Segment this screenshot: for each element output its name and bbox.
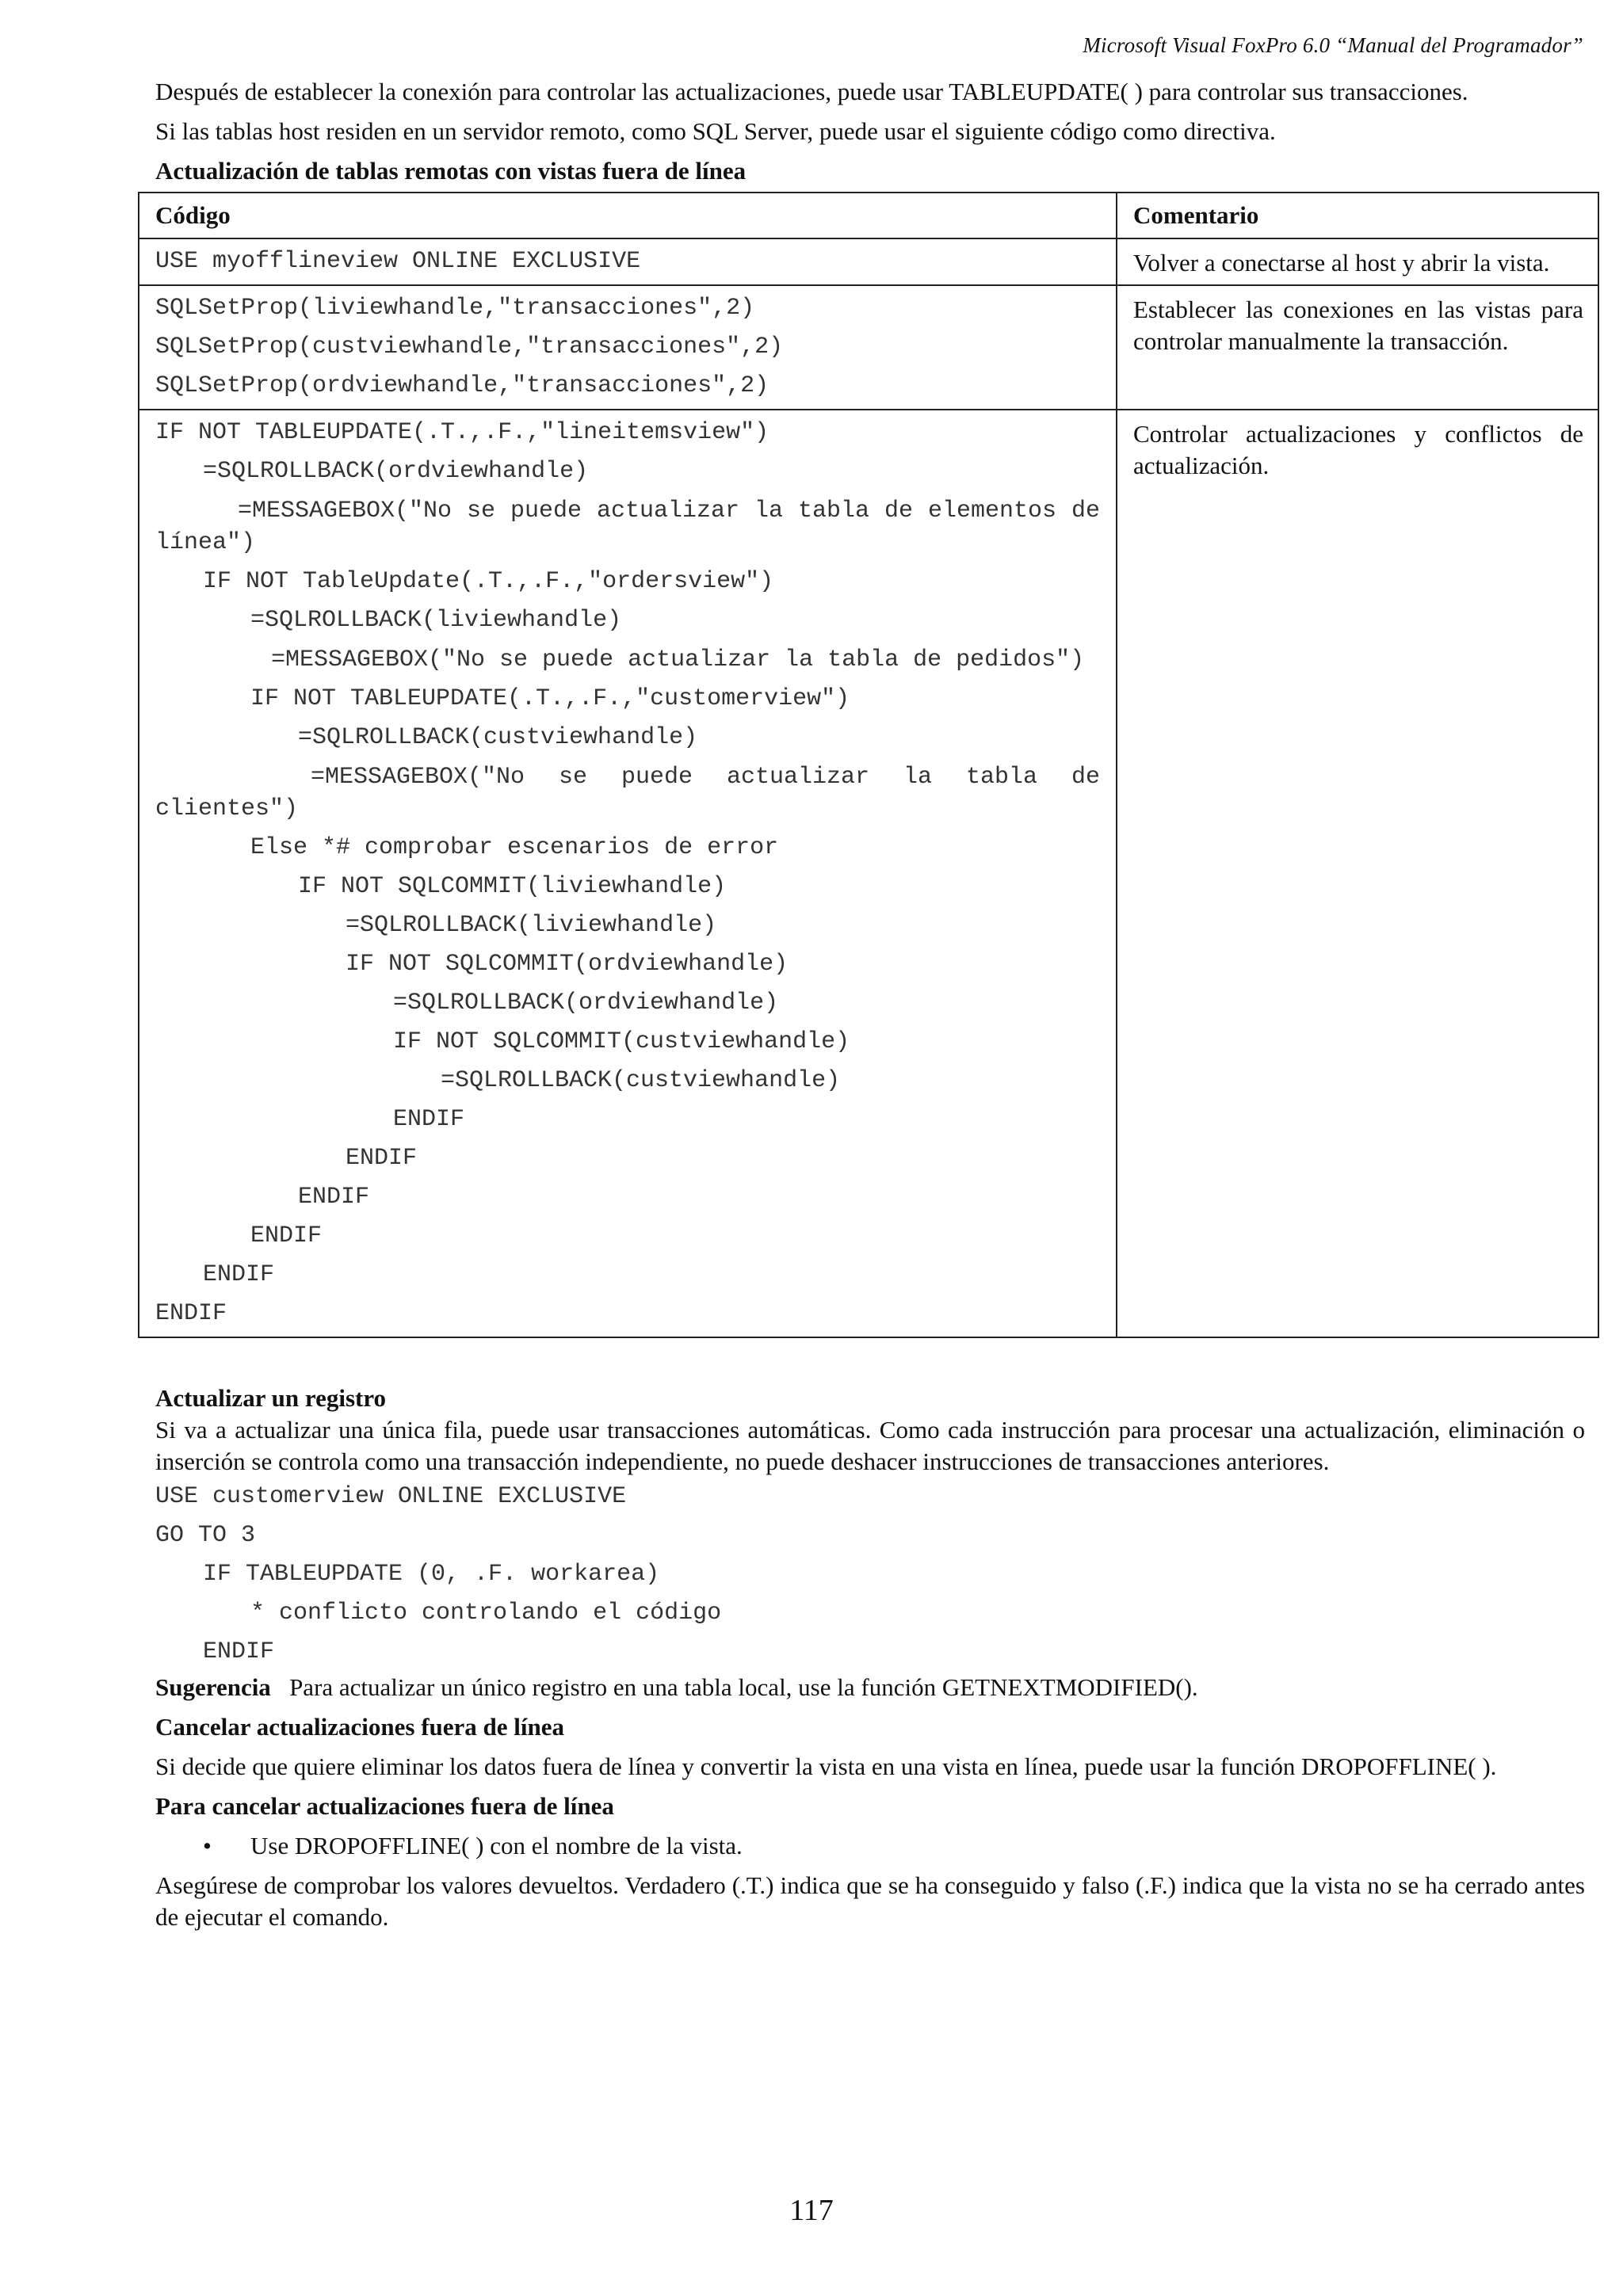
page-number: 117 [789, 2194, 834, 2227]
code-line: SQLSetProp(ordviewhandle,"transacciones",2) [155, 372, 769, 399]
code-cell [139, 285, 1117, 410]
code-line: =MESSAGEBOX("No se puede actualizar la tabla de elementos de línea") [155, 498, 1100, 556]
table-row [139, 285, 1598, 410]
comment-cell: Establecer las conexiones en las vistas para controlar manualmente la transacción. [1117, 285, 1598, 410]
column-header-comment: Comentario [1117, 193, 1598, 238]
code-line: =SQLROLLBACK(liviewhandle) [346, 912, 717, 939]
code-line: IF NOT TABLEUPDATE(.T.,.F.,"lineitemsview") [155, 419, 769, 446]
code-line: ENDIF [155, 1300, 227, 1327]
bullet-icon: • [203, 1832, 212, 1859]
list-item [203, 1830, 1585, 1862]
list-item-text: Use DROPOFFLINE( ) con el nombre de la vista. [250, 1832, 743, 1859]
code-line: ENDIF [250, 1222, 323, 1249]
section-heading-cancel-updates: Cancelar actualizaciones fuera de línea [155, 1713, 565, 1741]
code-line: SQLSetProp(liviewhandle,"transacciones",2) [155, 295, 755, 322]
code-cell [139, 238, 1117, 285]
section-heading-procedure: Para cancelar actualizaciones fuera de línea [155, 1792, 614, 1820]
section-paragraph: Si va a actualizar una única fila, puede usar transacciones automáticas. Como cada instrucción para procesar una actualización, eliminación o inserción se controla como una transacción independiente, no puede deshacer instrucciones de transacciones anteriores. [155, 1416, 1585, 1475]
comment-cell: Controlar actualizaciones y conflictos de actualización. [1117, 410, 1598, 1337]
code-line: =SQLROLLBACK(custviewhandle) [441, 1067, 841, 1094]
tip-text: Para actualizar un único registro en una tabla local, use la función GETNEXTMODIFIED(). [289, 1673, 1198, 1701]
code-line: ENDIF [203, 1638, 275, 1665]
table-row [139, 238, 1598, 285]
code-line: =SQLROLLBACK(ordviewhandle) [203, 458, 589, 485]
code-line: =MESSAGEBOX("No se puede actualizar la tabla de pedidos") [271, 646, 1085, 673]
code-line: USE customerview ONLINE EXCLUSIVE [155, 1483, 627, 1510]
code-comment-table [138, 192, 1599, 1338]
code-line: SQLSetProp(custviewhandle,"transacciones",2) [155, 334, 784, 360]
table-row [139, 410, 1598, 1337]
code-line: IF NOT TableUpdate(.T.,.F.,"ordersview") [203, 568, 774, 595]
code-line: IF NOT SQLCOMMIT(ordviewhandle) [346, 951, 789, 978]
code-line: IF NOT SQLCOMMIT(custviewhandle) [393, 1028, 850, 1055]
code-line: GO TO 3 [155, 1522, 256, 1549]
code-line: IF NOT SQLCOMMIT(liviewhandle) [298, 873, 727, 900]
code-line: IF TABLEUPDATE (0, .F. workarea) [203, 1561, 660, 1588]
running-header: Microsoft Visual FoxPro 6.0 “Manual del Programador” [1083, 33, 1583, 57]
code-line: USE myofflineview ONLINE EXCLUSIVE [155, 248, 641, 275]
code-line: =MESSAGEBOX("No se puede actualizar la tabla de clientes") [155, 764, 1100, 822]
tip-paragraph [155, 1672, 1585, 1703]
table-header-row [139, 193, 1598, 238]
section-paragraph: Asegúrese de comprobar los valores devueltos. Verdadero (.T.) indica que se ha conseguido y falso (.F.) indica que la vista no se ha cerrado antes de ejecutar el comando. [155, 1871, 1585, 1931]
intro-paragraph-1: Después de establecer la conexión para controlar las actualizaciones, puede usar TABLEUPDATE( ) para controlar sus transacciones. [155, 78, 1468, 105]
table-title: Actualización de tablas remotas con vistas fuera de línea [155, 157, 747, 185]
code-line: Else *# comprobar escenarios de error [250, 834, 779, 861]
code-line: ENDIF [298, 1184, 370, 1211]
code-line: =SQLROLLBACK(liviewhandle) [250, 607, 622, 634]
code-line: =SQLROLLBACK(ordviewhandle) [393, 990, 779, 1016]
tip-label: Sugerencia [155, 1673, 271, 1701]
section-paragraph: Si decide que quiere eliminar los datos fuera de línea y convertir la vista en una vista en línea, puede usar la función DROPOFFLINE( ). [155, 1753, 1497, 1780]
code-line: ENDIF [346, 1145, 418, 1172]
section-heading-update-record: Actualizar un registro [155, 1384, 387, 1412]
code-line: =SQLROLLBACK(custviewhandle) [298, 724, 698, 751]
code-line: ENDIF [203, 1261, 275, 1288]
code-line: * conflicto controlando el código [250, 1600, 722, 1627]
code-line: ENDIF [393, 1106, 465, 1133]
column-header-code: Código [139, 193, 1117, 238]
code-line: IF NOT TABLEUPDATE(.T.,.F.,"customerview") [250, 685, 850, 712]
page-content [155, 76, 1585, 1933]
intro-paragraph-2: Si las tablas host residen en un servidor remoto, como SQL Server, puede usar el siguiente código como directiva. [155, 117, 1276, 145]
code-cell [139, 410, 1117, 1337]
comment-cell: Volver a conectarse al host y abrir la vista. [1117, 238, 1598, 285]
